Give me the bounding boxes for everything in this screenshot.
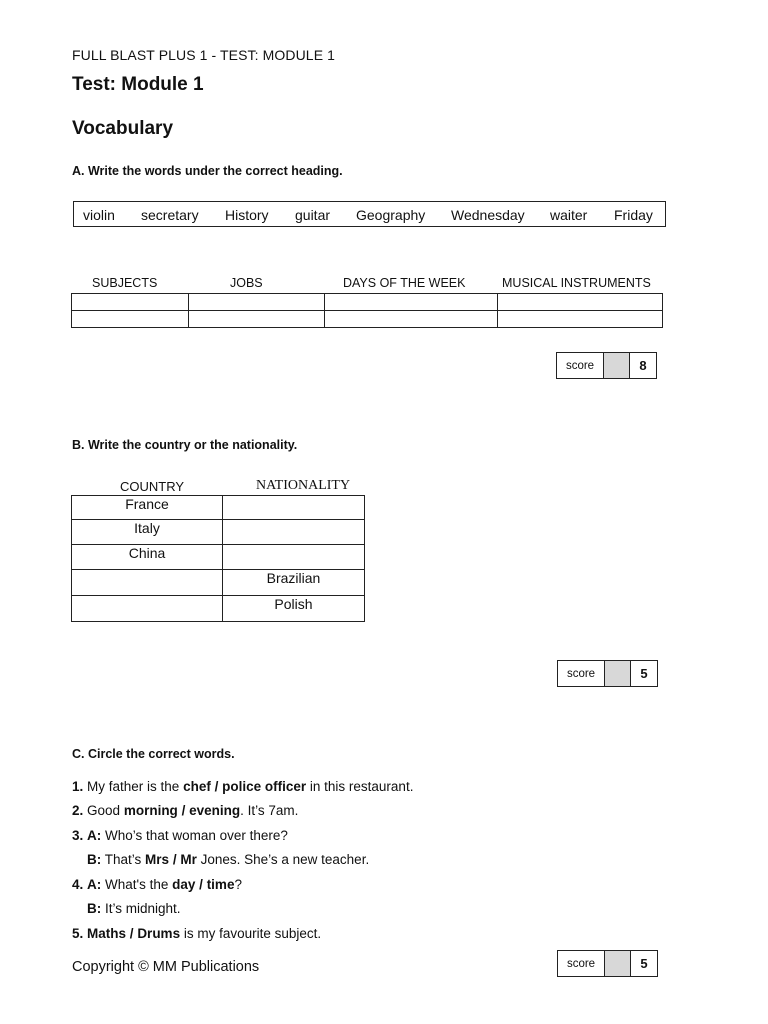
word-item: History	[225, 207, 269, 223]
page-header: FULL BLAST PLUS 1 - TEST: MODULE 1	[72, 47, 336, 63]
question-5: 5. Maths / Drums is my favourite subject.	[72, 926, 322, 941]
copyright-footer: Copyright © MM Publications	[72, 959, 260, 975]
part-a-answer-table	[71, 293, 663, 328]
heading-subjects: SUBJECTS	[92, 276, 158, 290]
word-item: guitar	[295, 207, 331, 223]
answer-cell[interactable]	[72, 311, 189, 328]
word-bank	[73, 201, 666, 227]
heading-country: COUNTRY	[120, 479, 185, 494]
nationality-cell[interactable]	[223, 496, 365, 520]
word-item: Wednesday	[451, 207, 525, 223]
part-b-table	[71, 495, 365, 622]
score-box-a	[556, 352, 657, 379]
heading-instruments: MUSICAL INSTRUMENTS	[502, 276, 651, 290]
answer-cell[interactable]	[325, 311, 498, 328]
score-input[interactable]	[604, 353, 630, 378]
word-item: Friday	[614, 207, 653, 223]
heading-days: DAYS OF THE WEEK	[343, 276, 466, 290]
nationality-cell[interactable]	[223, 545, 365, 570]
score-input[interactable]	[605, 951, 631, 976]
option[interactable]: morning	[123, 803, 178, 818]
nationality-cell: Brazilian	[223, 570, 365, 596]
score-max: 8	[639, 358, 647, 373]
country-cell: Italy	[72, 520, 223, 545]
option[interactable]: chef	[183, 779, 211, 794]
question-2: 2. Good morning / evening. It’s 7am.	[72, 803, 299, 818]
answer-cell[interactable]	[189, 311, 325, 328]
option[interactable]: police officer	[222, 779, 307, 794]
option[interactable]: Mrs	[145, 852, 170, 867]
country-cell: China	[72, 545, 223, 570]
score-box-c	[557, 950, 658, 977]
answer-cell[interactable]	[498, 294, 663, 311]
question-3b: B: That’s Mrs / Mr Jones. She’s a new teacher.	[87, 852, 370, 867]
score-label: score	[557, 353, 604, 378]
part-b-instruction: B. Write the country or the nationality.	[72, 438, 298, 452]
score-label: score	[558, 661, 605, 686]
word-item: waiter	[550, 207, 588, 223]
option[interactable]: evening	[189, 803, 241, 818]
word-item: secretary	[141, 207, 199, 223]
heading-jobs: JOBS	[230, 276, 263, 290]
score-label: score	[558, 951, 605, 976]
option[interactable]: Maths	[87, 926, 127, 941]
country-cell: France	[72, 496, 223, 520]
word-item: violin	[83, 207, 115, 223]
answer-cell[interactable]	[72, 294, 189, 311]
option[interactable]: Mr	[180, 852, 197, 867]
option[interactable]: Drums	[137, 926, 181, 941]
part-c-instruction: C. Circle the correct words.	[72, 747, 235, 761]
question-1: 1. My father is the chef / police officer in this restaurant.	[72, 779, 414, 794]
question-4a: 4. A: What's the day / time?	[72, 877, 242, 892]
option[interactable]: day	[172, 877, 196, 892]
score-max: 5	[640, 666, 648, 681]
part-a-instruction: A. Write the words under the correct heading.	[72, 164, 343, 178]
country-cell[interactable]	[72, 570, 223, 596]
score-max: 5	[640, 956, 648, 971]
nationality-cell[interactable]	[223, 520, 365, 545]
question-3a: 3. A: Who’s that woman over there?	[72, 828, 288, 843]
page-title: Test: Module 1	[72, 74, 204, 95]
question-4b: B: It’s midnight.	[87, 901, 181, 916]
answer-cell[interactable]	[325, 294, 498, 311]
heading-nationality: NATIONALITY	[256, 478, 351, 493]
word-item: Geography	[356, 207, 426, 223]
country-cell[interactable]	[72, 596, 223, 622]
score-input[interactable]	[605, 661, 631, 686]
nationality-cell: Polish	[223, 596, 365, 622]
section-title: Vocabulary	[72, 118, 174, 139]
answer-cell[interactable]	[498, 311, 663, 328]
option[interactable]: time	[206, 877, 235, 892]
answer-cell[interactable]	[189, 294, 325, 311]
score-box-b	[557, 660, 658, 687]
